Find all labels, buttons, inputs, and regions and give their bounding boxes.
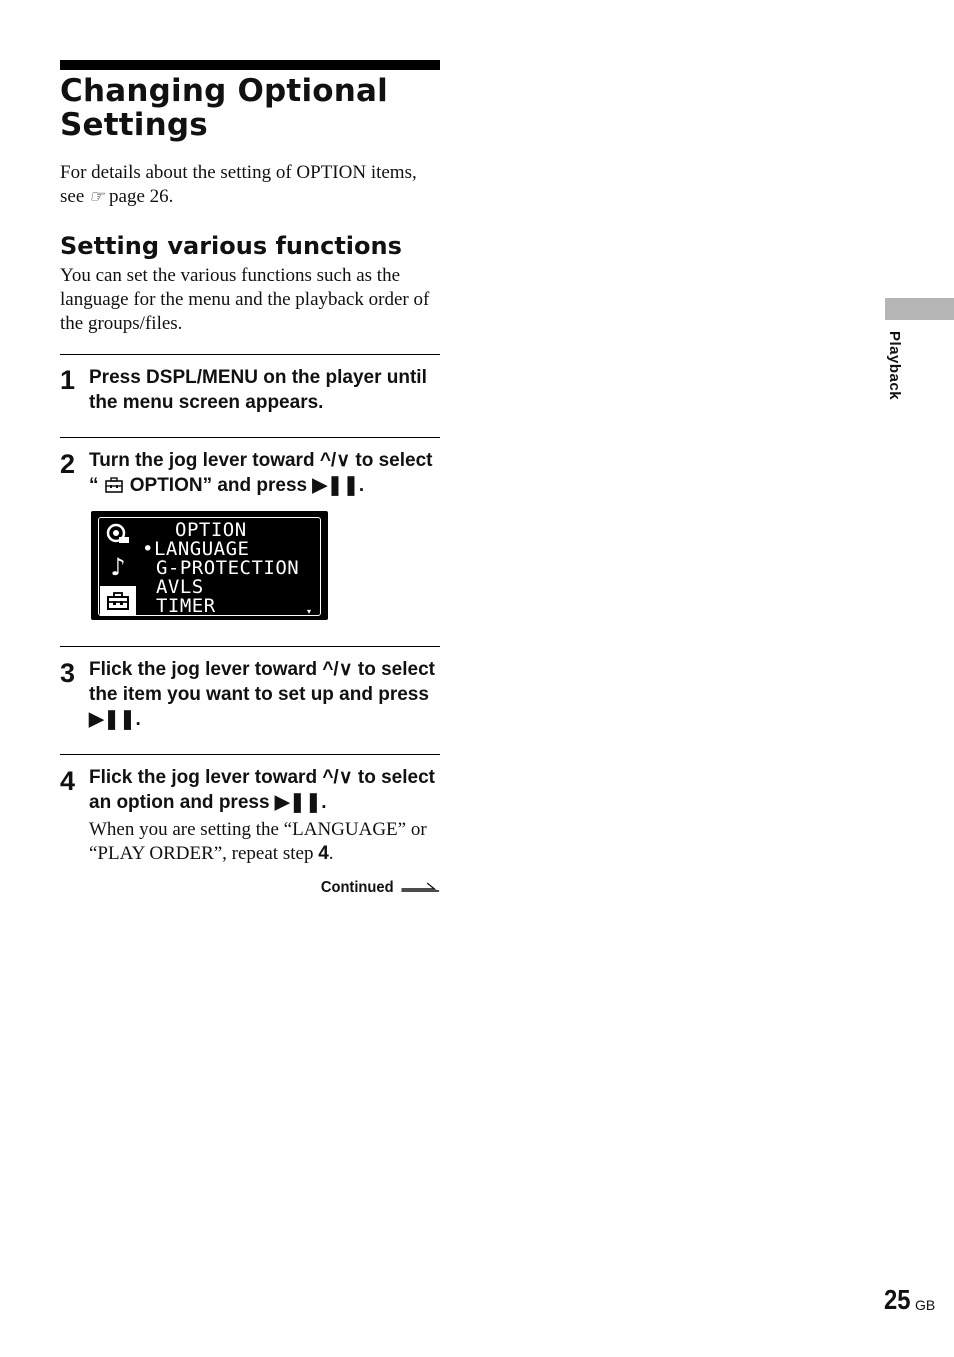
toolbox-icon [100,586,136,616]
step-2-text-end: . [358,475,365,496]
step-3-text-start: Flick the jog lever toward ^/∨ to select the item you want to set up and press [89,659,435,705]
step-4-note-step: 4 [318,843,329,864]
continued-arrow-icon [401,879,440,897]
intro-text: For details about the setting of OPTION items, see [60,162,417,207]
screen-item-avls: AVLS [144,576,204,598]
screen-item-language: •LANGUAGE [142,538,250,560]
side-tab-marker [885,298,954,320]
settings-icon [100,520,136,550]
step-4-text [89,765,439,815]
step-3-text [89,657,439,732]
intro-page-ref: page 26. [104,186,174,207]
step-4-note-text: When you are setting the “LANGUAGE” or “PLAY ORDER”, repeat step [89,819,427,864]
step-1-number: 1 [60,365,76,395]
scroll-down-icon: ▾ [307,607,312,616]
step-2-number: 2 [60,449,76,479]
step-4-text-start: Flick the jog lever toward ^/∨ to select an option and press [89,767,435,813]
screen-icon-column [100,520,136,621]
step-4-number: 4 [60,766,76,796]
play-pause-icon: ▶❚❚ [274,792,322,813]
player-screen [91,511,328,620]
continued-text: Continued [320,879,394,897]
step-2-text-start: Turn the jog lever toward ^/∨ to select “ [89,450,433,496]
step-3-number: 3 [60,658,76,688]
side-tab-label: Playback [886,331,903,401]
toolbox-icon [99,474,130,496]
screen-title: OPTION [175,519,247,541]
screen-item-timer: TIMER [144,595,216,617]
music-note-icon: ♪ [110,553,126,581]
step-4-text-end: . [321,792,327,813]
step-divider [60,646,440,647]
step-divider [60,437,440,438]
intro-paragraph [60,161,440,209]
play-pause-icon: ▶❚❚ [312,475,359,496]
step-divider [60,354,440,355]
play-pause-icon: ▶❚❚ [89,709,136,730]
step-3-text-end: . [135,709,141,730]
step-2-text [89,448,439,498]
pointing-hand-icon: ☞ [89,187,105,206]
screen-item-g-protection: G-PROTECTION [144,557,300,579]
step-4-note-end: . [328,843,334,864]
section-description: You can set the various functions such as the language for the menu and the playback order of the groups/files. [60,265,430,334]
page-language-suffix: GB [915,1297,936,1313]
step-divider [60,754,440,755]
page-title: Changing Optional Settings [60,73,388,143]
title-rule [60,60,440,70]
continued-label [311,879,440,897]
section-heading: Setting various functions [60,232,402,260]
page-number: 25 [884,1284,911,1315]
step-1-text: Press DSPL/MENU on the player until the menu screen appears. [89,367,427,413]
step-2-text-middle: OPTION” and press [129,475,313,496]
step-4-note [89,818,439,866]
